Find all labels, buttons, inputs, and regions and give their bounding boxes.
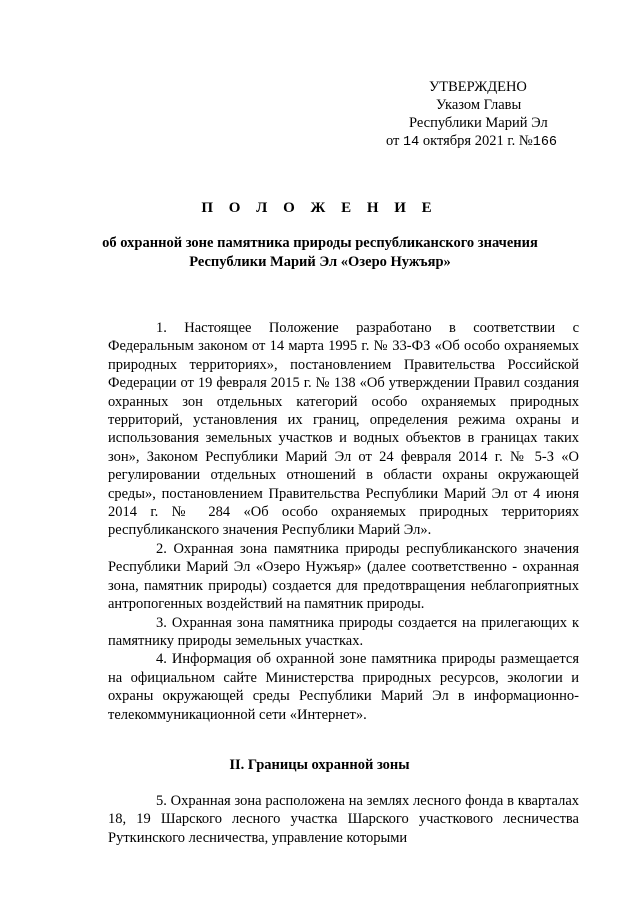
document-title: П О Л О Ж Е Н И Е bbox=[201, 200, 438, 216]
approval-decree-number: 166 bbox=[532, 135, 558, 150]
approval-date-month-year: октября 2021 г. № bbox=[422, 133, 533, 149]
approval-date-prefix: от bbox=[386, 133, 400, 149]
subtitle-line-1: об охранной зоне памятника природы республиканского значения bbox=[102, 235, 538, 251]
paragraph-5: 5. Охранная зона расположена на землях лесного фонда в кварталах 18, 19 Шарского лесного участка Шарского участкового лесничества Руткинского лесничества, управление которыми bbox=[108, 793, 579, 846]
paragraph-1: 1. Настоящее Положение разработано в соответствии с Федеральным законом от 14 марта 1995 г. № 33-ФЗ «Об особо охраняемых природных территориях», постановлением Правительства Российской Федерации от 19 февраля 2015 г. № 138 «Об утверждении Правил создания охранных зон отдельных категорий особо охраняемых природных территорий, установления их границ, определения режима охраны и использования земельных участков и водных объектов в границах таких зон», Законом Республики Марий Эл от 24 февраля 2014 г. № 5-З «О регулировании отдельных отношений в области охраны окружающей среды», постановлением Правительства Республики Марий Эл от 4 июня 2014 г. № 284 «Об особо охраняемых природных территориях республиканского значения Республики Марий Эл». bbox=[108, 320, 579, 539]
section-1-body bbox=[108, 319, 579, 724]
paragraph-3: 3. Охранная зона памятника природы создается на прилегающих к памятнику природы земельных участках. bbox=[108, 614, 579, 649]
section-2-body bbox=[108, 792, 579, 847]
approval-approved-label: УТВЕРЖДЕНО bbox=[429, 79, 527, 95]
document-subtitle bbox=[60, 234, 580, 271]
paragraph-4: 4. Информация об охранной зоне памятника природы размещается на официальном сайте Министерства природных ресурсов, экологии и охраны окружающей среды Республики Марий Эл в информационно-телекоммуникационной сети «Интернет». bbox=[108, 651, 579, 723]
approval-decree-label: Указом Главы bbox=[436, 97, 522, 113]
approval-republic-label: Республики Марий Эл bbox=[409, 115, 548, 131]
approval-stamp bbox=[380, 78, 620, 152]
subtitle-line-2: Республики Марий Эл «Озеро Нужъяр» bbox=[189, 253, 451, 270]
approval-date-day: 14 bbox=[403, 135, 420, 150]
approval-date-line bbox=[380, 132, 620, 152]
section-2-heading: II. Границы охранной зоны bbox=[229, 757, 410, 773]
paragraph-2: 2. Охранная зона памятника природы республиканского значения Республики Марий Эл «Озеро Нужъяр» (далее соответственно - охранная зона, памятник природы) создается для предотвращения неблагоприятных антропогенных воздействий на памятник природы. bbox=[108, 540, 579, 613]
